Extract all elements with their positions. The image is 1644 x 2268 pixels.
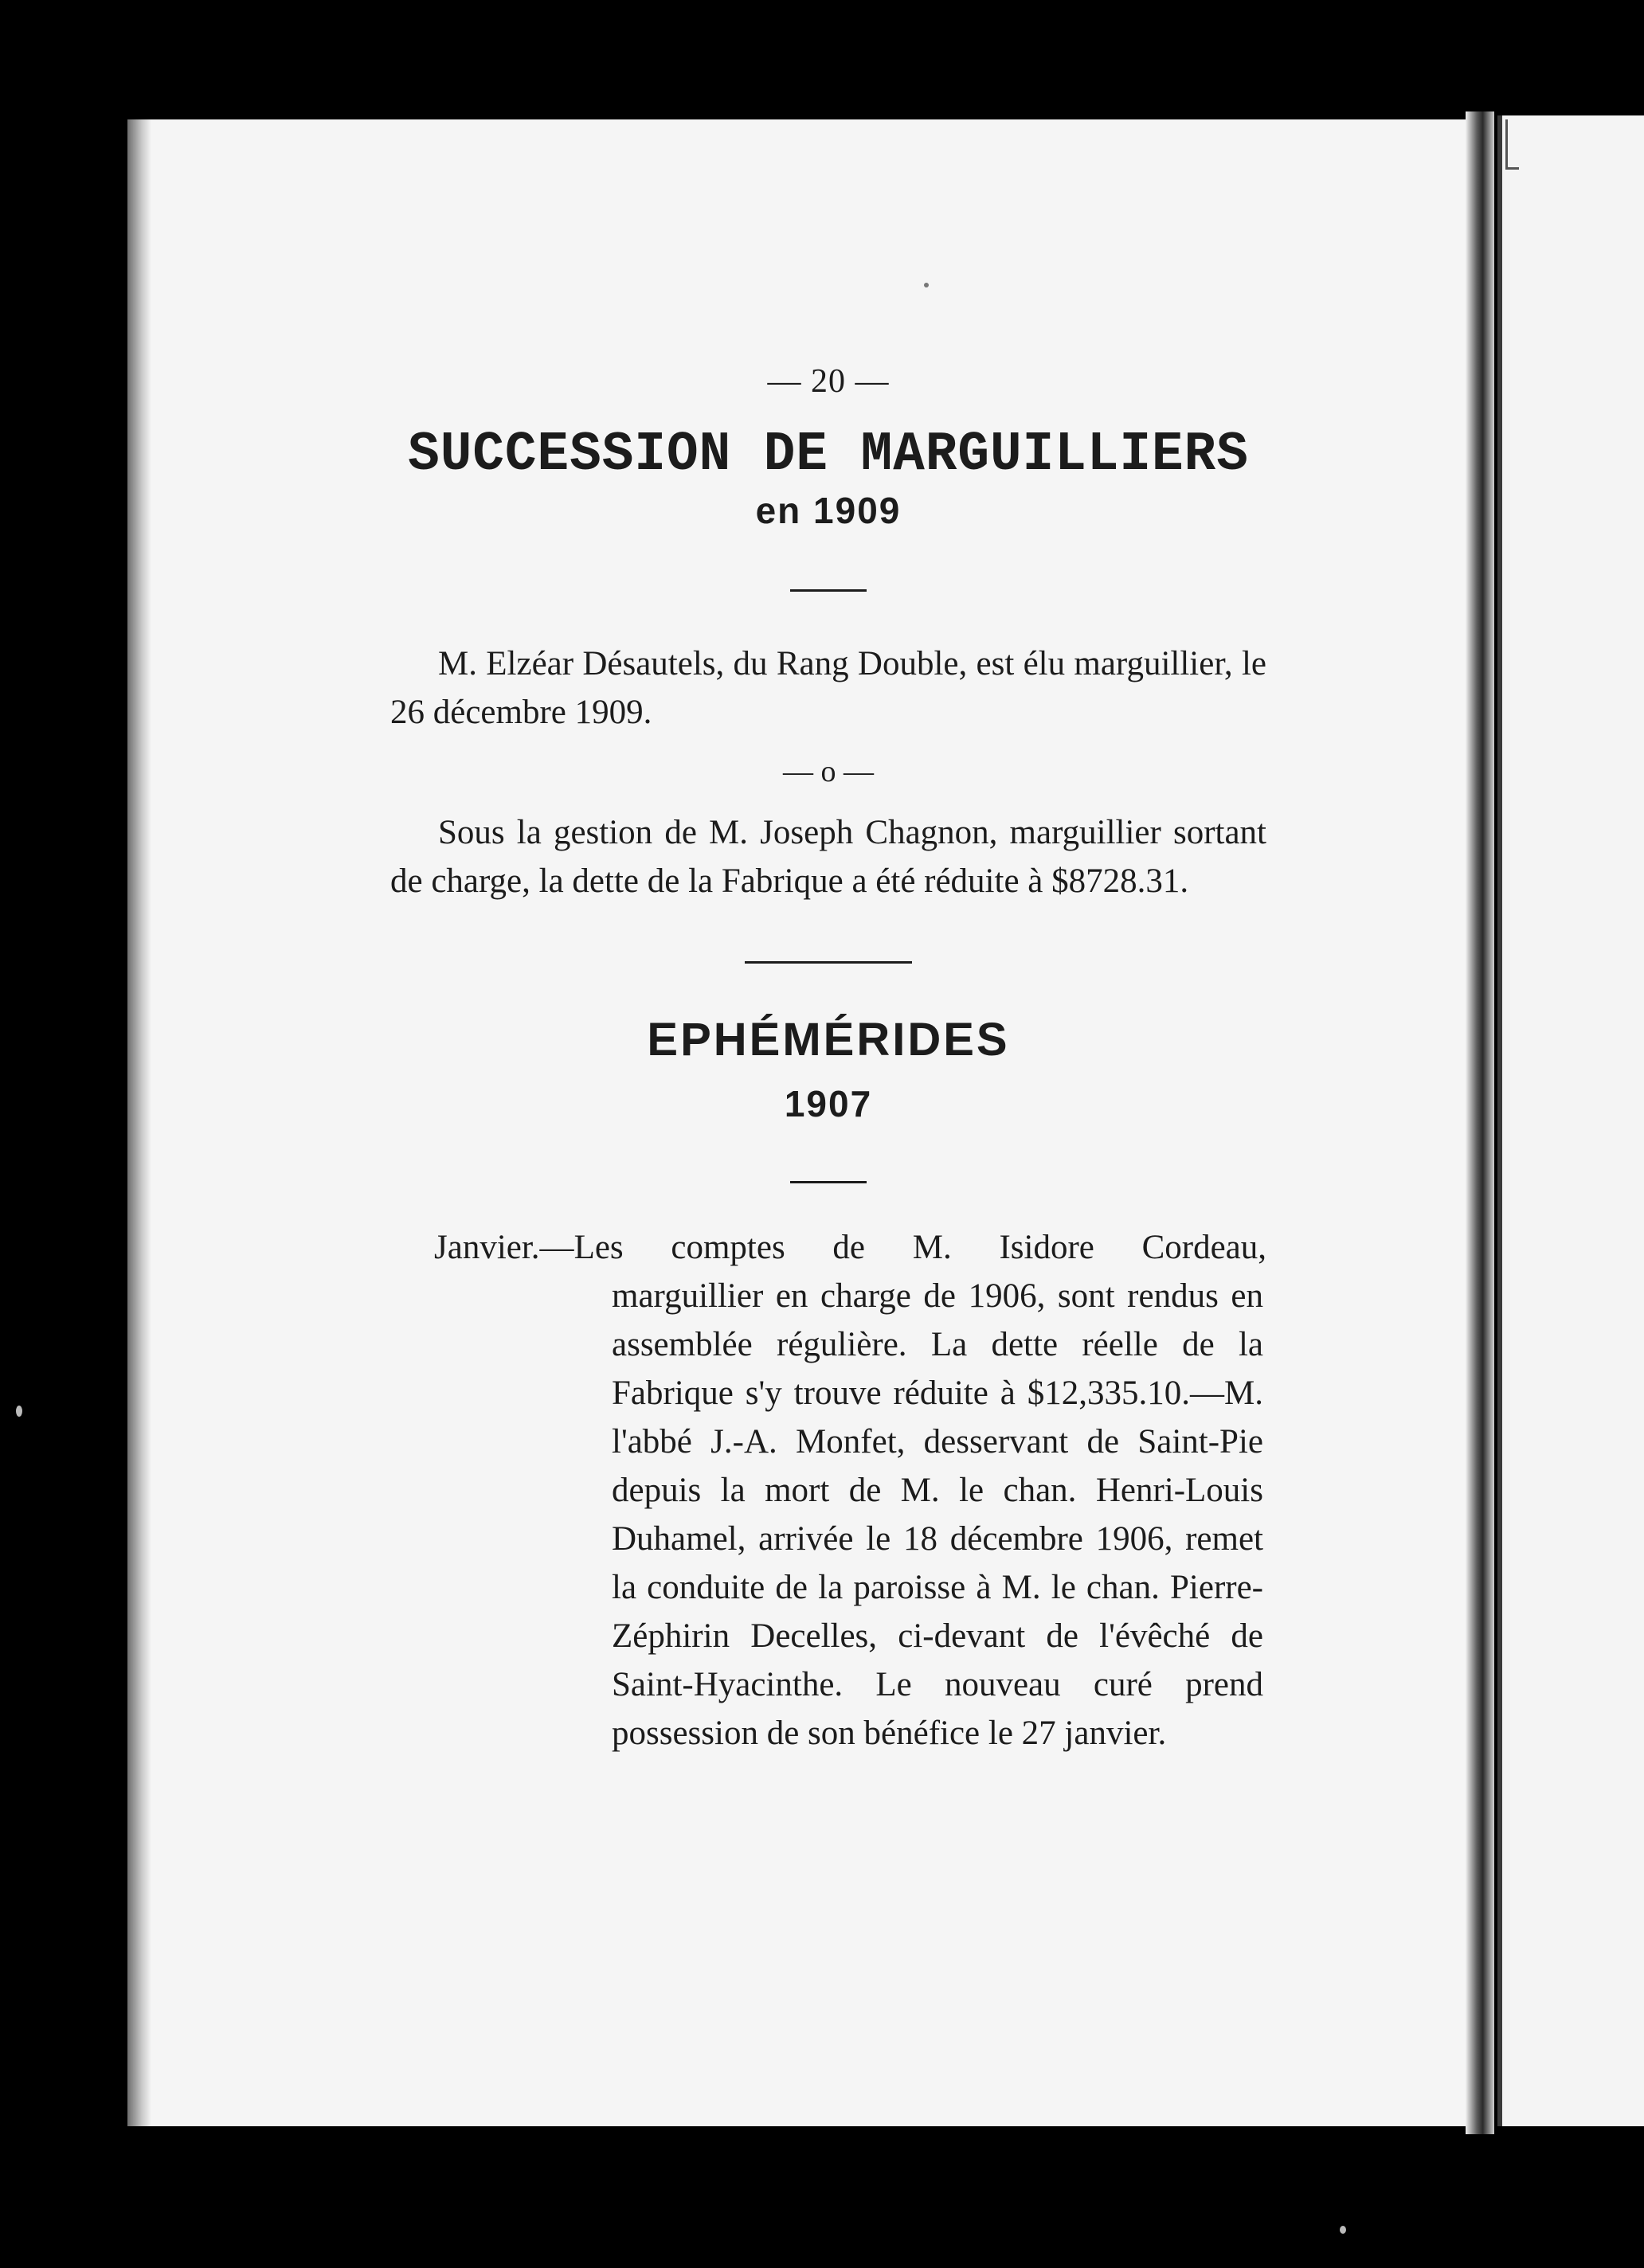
section-title: EPHÉMÉRIDES [647,1014,1010,1066]
entry-label: Janvier.— [434,1229,574,1266]
entry-first-text: Les comptes de M. Isidore Cordeau, [573,1229,1266,1266]
dust-speck [924,283,929,287]
page-binding-shadow [127,119,151,2126]
adjacent-page-mark [1505,119,1519,170]
entry-first-line [434,1223,1266,1272]
section-year: 1907 [784,1083,873,1124]
dust-speck [1340,2226,1346,2234]
section-title: SUCCESSION DE MARGUILLIERS [408,423,1249,486]
paragraph: M. Elzéar Désautels, du Rang Double, est élu marguillier, le 26 décembre 1909. [390,645,1266,731]
book-gutter [1466,111,1494,2134]
section-rule [745,961,912,964]
page-number: — 20 — [767,363,890,400]
section-subtitle: en 1909 [755,490,902,531]
entry-body: marguillier en charge de 1906, sont rendus en assemblée régulière. La dette réelle de la Fabrique s'y trouve réduite à $12,335.10.—M. l'abbé J.-A. Monfet, desservant de Saint-Pie depuis la mort de M. le chan. Henri-Louis Duhamel, arrivée le 18 décembre 1906, remet la conduite de la paroisse à M. le chan. Pierre-Zéphirin Decelles, ci-devant de l'évêché de Saint-Hyacinthe. Le nouveau curé prend possession de son bénéfice le 27 janvier. [612,1277,1263,1752]
paragraph: Sous la gestion de M. Joseph Chagnon, marguillier sortant de charge, la dette de la Fabrique a été réduite à $8728.31. [390,814,1266,900]
adjacent-page-edge [1497,115,1644,2126]
title-rule [790,1181,867,1183]
paragraph-separator: — o — [783,755,874,788]
title-rule [790,589,867,592]
dust-speck [16,1406,22,1417]
page-content [390,362,1266,1758]
ephemeris-entry [390,1223,1266,1758]
